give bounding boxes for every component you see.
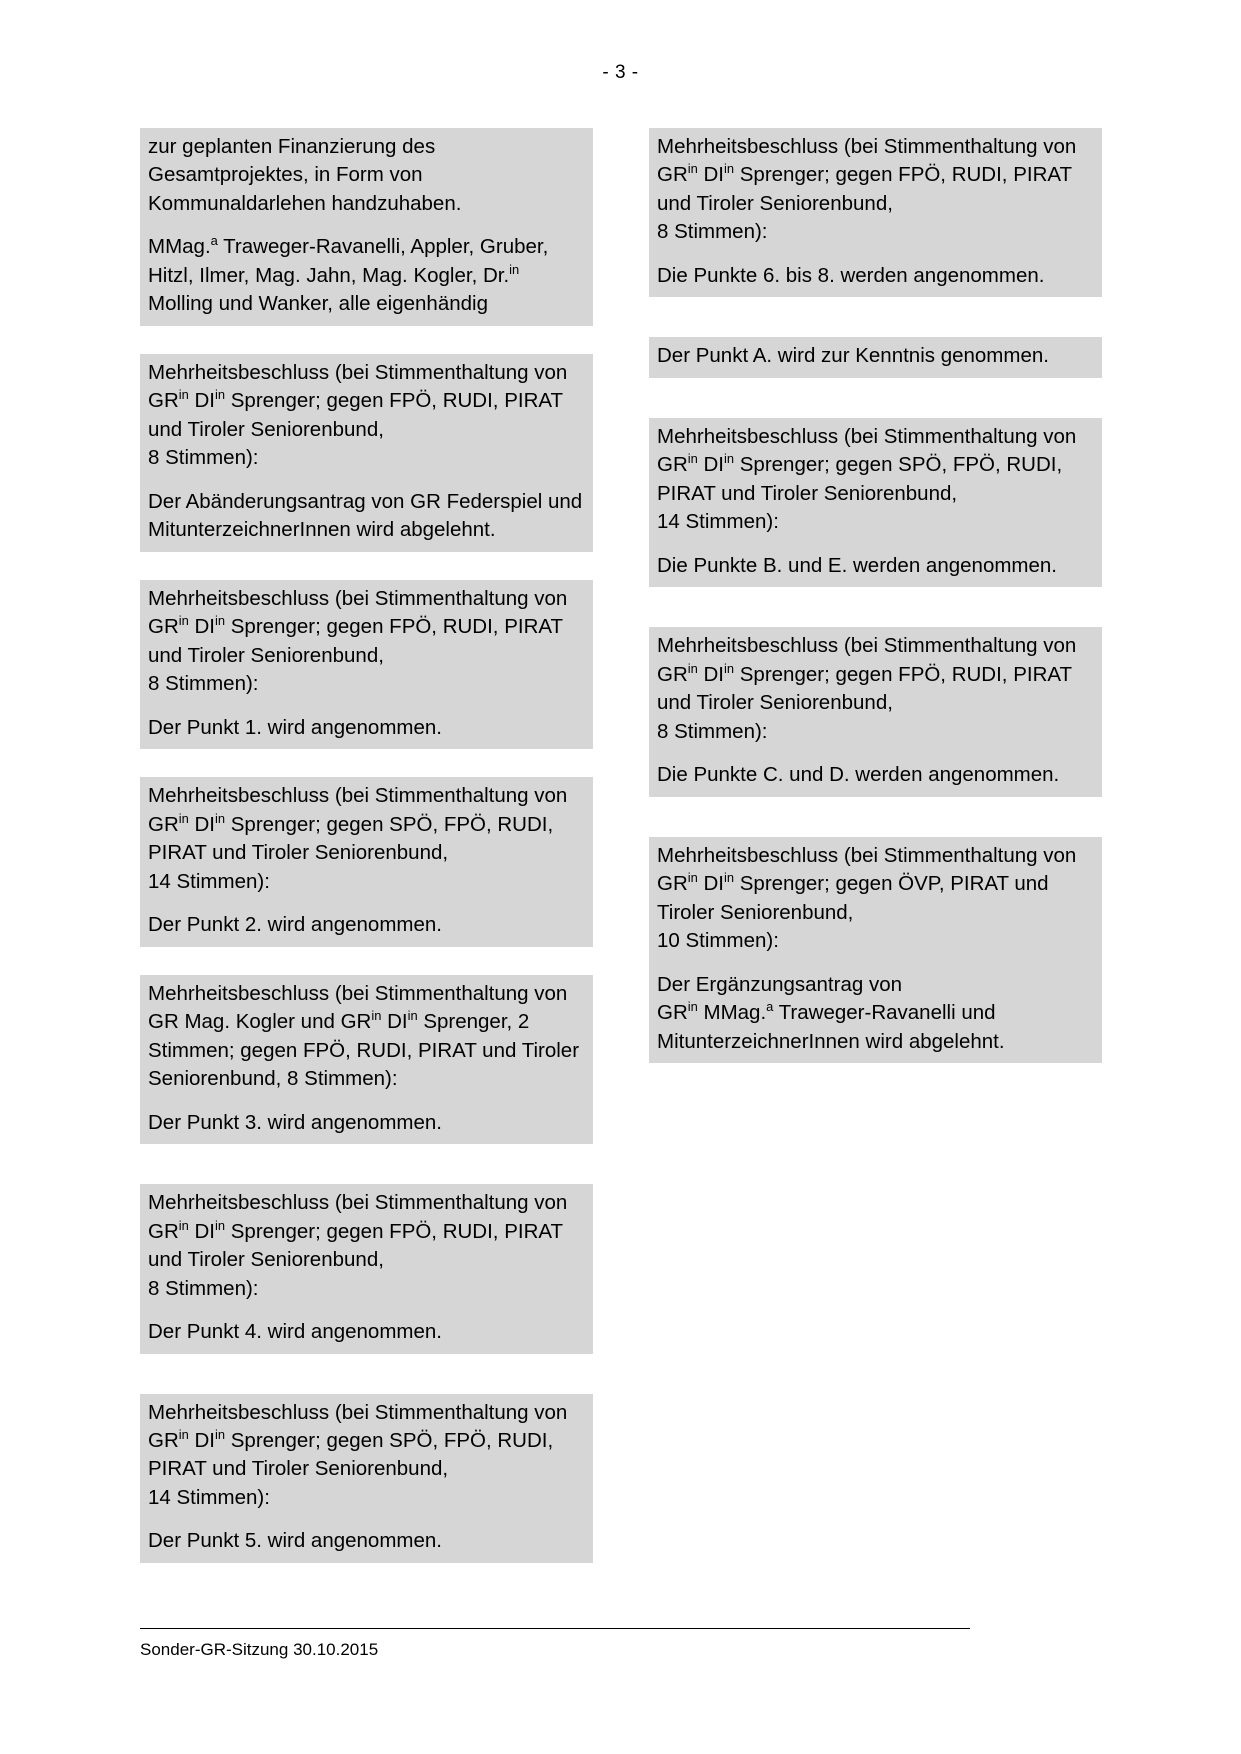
paragraph: Der Punkt 4. wird angenommen. xyxy=(148,1320,442,1344)
paragraph: Mehrheitsbeschluss (bei Stimmenthaltung von $GR^{in}$ $DI^{in}$ Sprenger; gegen FPÖ, RUDI, PIRAT und Tiroler Seniorenbund, 8 Stimmen): xyxy=(148,1191,568,1300)
two-column-body xyxy=(140,128,1102,1563)
block-mehrheitsbeschluss-punkt-1 xyxy=(140,580,593,749)
paragraph: Die Punkte B. und E. werden angenommen. xyxy=(657,553,1057,577)
block-mehrheitsbeschluss-punkt-4 xyxy=(140,1184,593,1353)
paragraph: MMag.$^a$ Traweger-Ravanelli, Appler, Gruber, Hitzl, Ilmer, Mag. Jahn, Mag. Kogler, Dr.$^{in}$ Molling und Wanker, alle eigenhändig xyxy=(148,233,549,316)
block-mehrheitsbeschluss-punkt-3 xyxy=(140,975,593,1144)
footer-divider xyxy=(140,1628,970,1629)
block-punkt-a-kenntnis xyxy=(649,337,1102,377)
paragraph: Die Punkte C. und D. werden angenommen. xyxy=(657,763,1060,787)
block-mehrheitsbeschluss-punkt-2 xyxy=(140,777,593,946)
right-column xyxy=(649,128,1102,1563)
block-mehrheitsbeschluss-abaenderungsantrag xyxy=(140,354,593,552)
block-mehrheitsbeschluss-punkt-5 xyxy=(140,1394,593,1563)
block-mehrheitsbeschluss-ergaenzungsantrag xyxy=(649,837,1102,1063)
block-mehrheitsbeschluss-punkte-6-8 xyxy=(649,128,1102,297)
paragraph: zur geplanten Finanzierung des Gesamtprojektes, in Form von Kommunaldarlehen handzuhaben. xyxy=(148,135,462,215)
paragraph: Mehrheitsbeschluss (bei Stimmenthaltung von GR Mag. Kogler und $GR^{in}$ $DI^{in}$ Sprenger, 2 Stimmen; gegen FPÖ, RUDI, PIRAT und Tiroler Seniorenbund, 8 Stimmen): xyxy=(148,981,580,1091)
paragraph: Der Punkt 2. wird angenommen. xyxy=(148,913,442,937)
block-mehrheitsbeschluss-punkte-b-e xyxy=(649,418,1102,587)
paragraph: Mehrheitsbeschluss (bei Stimmenthaltung von $GR^{in}$ $DI^{in}$ Sprenger; gegen SPÖ, FPÖ, RUDI, PIRAT und Tiroler Seniorenbund, 14 Stimmen): xyxy=(148,1400,568,1509)
block-mehrheitsbeschluss-punkte-c-d xyxy=(649,627,1102,796)
page-number: - 3 - xyxy=(602,62,639,83)
paragraph: Der Punkt A. wird zur Kenntnis genommen. xyxy=(657,344,1049,368)
paragraph: Der Punkt 5. wird angenommen. xyxy=(148,1529,442,1553)
paragraph: Mehrheitsbeschluss (bei Stimmenthaltung von $GR^{in}$ $DI^{in}$ Sprenger; gegen FPÖ, RUDI, PIRAT und Tiroler Seniorenbund, 8 Stimmen): xyxy=(657,634,1077,743)
paragraph: Der Abänderungsantrag von GR Federspiel und MitunterzeichnerInnen wird abgelehnt. xyxy=(148,489,583,542)
footer-label: Sonder-GR-Sitzung 30.10.2015 xyxy=(140,1640,379,1659)
paragraph: Die Punkte 6. bis 8. werden angenommen. xyxy=(657,263,1045,287)
paragraph: Mehrheitsbeschluss (bei Stimmenthaltung von $GR^{in}$ $DI^{in}$ Sprenger; gegen SPÖ, FPÖ, RUDI, PIRAT und Tiroler Seniorenbund, 14 Stimmen): xyxy=(148,784,568,893)
paragraph: Mehrheitsbeschluss (bei Stimmenthaltung von $GR^{in}$ $DI^{in}$ Sprenger; gegen FPÖ, RUDI, PIRAT und Tiroler Seniorenbund, 8 Stimmen): xyxy=(148,360,568,470)
paragraph: Der Punkt 1. wird angenommen. xyxy=(148,715,442,739)
block-finanzierung xyxy=(140,128,593,326)
paragraph: Mehrheitsbeschluss (bei Stimmenthaltung von $GR^{in}$ $DI^{in}$ Sprenger; gegen FPÖ, RUDI, PIRAT und Tiroler Seniorenbund, 8 Stimmen): xyxy=(657,135,1077,244)
paragraph: Der Punkt 3. wird angenommen. xyxy=(148,1110,442,1134)
paragraph: Mehrheitsbeschluss (bei Stimmenthaltung von $GR^{in}$ $DI^{in}$ Sprenger; gegen SPÖ, FPÖ, RUDI, PIRAT und Tiroler Seniorenbund, 14 Stimmen): xyxy=(657,424,1077,534)
paragraph: Mehrheitsbeschluss (bei Stimmenthaltung von $GR^{in}$ $DI^{in}$ Sprenger; gegen FPÖ, RUDI, PIRAT und Tiroler Seniorenbund, 8 Stimmen): xyxy=(148,586,568,696)
paragraph: Der Ergänzungsantrag von $GR^{in}$ MMag.$^a$ Traweger-Ravanelli und MitunterzeichnerInnen wird abgelehnt. xyxy=(657,972,1005,1053)
left-column xyxy=(140,128,593,1563)
paragraph: Mehrheitsbeschluss (bei Stimmenthaltung von $GR^{in}$ $DI^{in}$ Sprenger; gegen ÖVP, PIRAT und Tiroler Seniorenbund, 10 Stimmen): xyxy=(657,843,1077,953)
